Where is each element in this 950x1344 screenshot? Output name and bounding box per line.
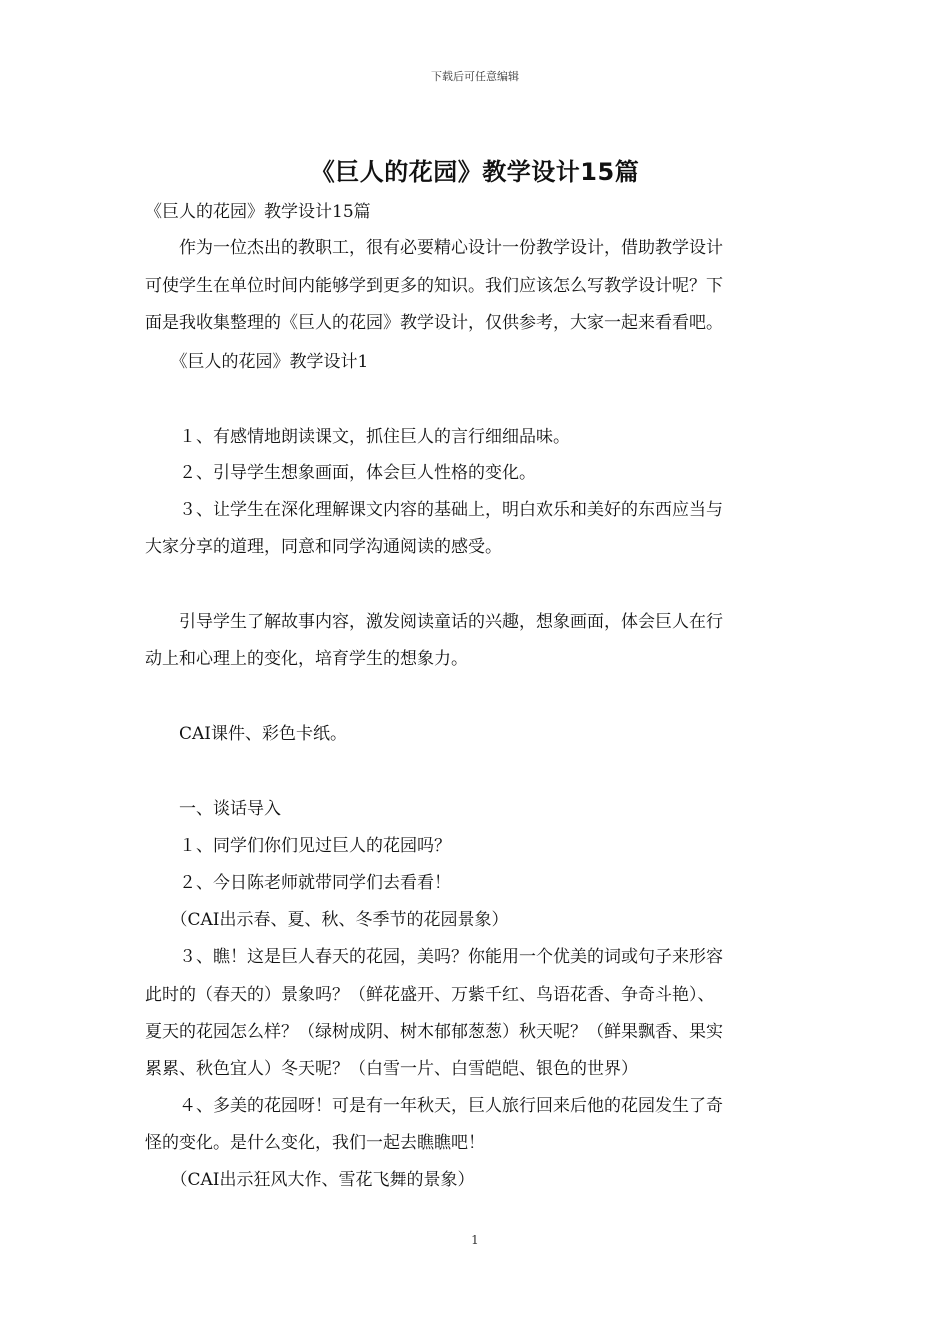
paragraph-line: CAI课件、彩色卡纸。: [145, 724, 347, 744]
paragraph-line: 作为一位杰出的教职工，很有必要精心设计一份教学设计，借助教学设计: [145, 238, 723, 258]
paragraph-line: ２、引导学生想象画面，体会巨人性格的变化。: [145, 463, 536, 483]
subtitle-line: 《巨人的花园》教学设计15篇: [145, 202, 371, 222]
page-number: 1: [471, 1233, 479, 1247]
paragraph-line: （CAI出示春、夏、秋、冬季节的花园景象）: [145, 910, 509, 930]
paragraph-line: ３、瞧！这是巨人春天的花园，美吗？你能用一个优美的词或句子来形容: [145, 947, 723, 967]
paragraph-line: １、同学们你们见过巨人的花园吗？: [145, 836, 451, 856]
paragraph-line: 大家分享的道理，同意和同学沟通阅读的感受。: [145, 537, 502, 557]
document-title: 《巨人的花园》教学设计15篇: [310, 158, 640, 186]
paragraph-line: 引导学生了解故事内容，激发阅读童话的兴趣，想象画面，体会巨人在行: [145, 612, 723, 632]
paragraph-line: ２、今日陈老师就带同学们去看看！: [145, 873, 451, 893]
paragraph-line: 可使学生在单位时间内能够学到更多的知识。我们应该怎么写教学设计呢？下: [145, 276, 723, 296]
page-header: 下载后可任意编辑: [431, 70, 519, 83]
paragraph-line: 夏天的花园怎么样？（绿树成阴、树木郁郁葱葱）秋天呢？（鲜果飘香、果实: [145, 1022, 723, 1042]
section-heading: 《巨人的花园》教学设计1: [145, 352, 369, 372]
paragraph-line: 怪的变化。是什么变化，我们一起去瞧瞧吧！: [145, 1133, 485, 1153]
paragraph-line: 此时的（春天的）景象吗？（鲜花盛开、万紫千红、鸟语花香、争奇斗艳）、: [145, 985, 715, 1005]
paragraph-line: 面是我收集整理的《巨人的花园》教学设计，仅供参考，大家一起来看看吧。: [145, 313, 723, 333]
section-heading: 一、谈话导入: [145, 799, 281, 819]
paragraph-line: ３、让学生在深化理解课文内容的基础上，明白欢乐和美好的东西应当与: [145, 500, 723, 520]
paragraph-line: 累累、秋色宜人）冬天呢？（白雪一片、白雪皑皑、银色的世界）: [145, 1059, 638, 1079]
paragraph-line: （CAI出示狂风大作、雪花飞舞的景象）: [145, 1170, 475, 1190]
paragraph-line: １、有感情地朗读课文，抓住巨人的言行细细品味。: [145, 427, 570, 447]
paragraph-line: ４、多美的花园呀！可是有一年秋天，巨人旅行回来后他的花园发生了奇: [145, 1096, 723, 1116]
paragraph-line: 动上和心理上的变化，培育学生的想象力。: [145, 649, 468, 669]
